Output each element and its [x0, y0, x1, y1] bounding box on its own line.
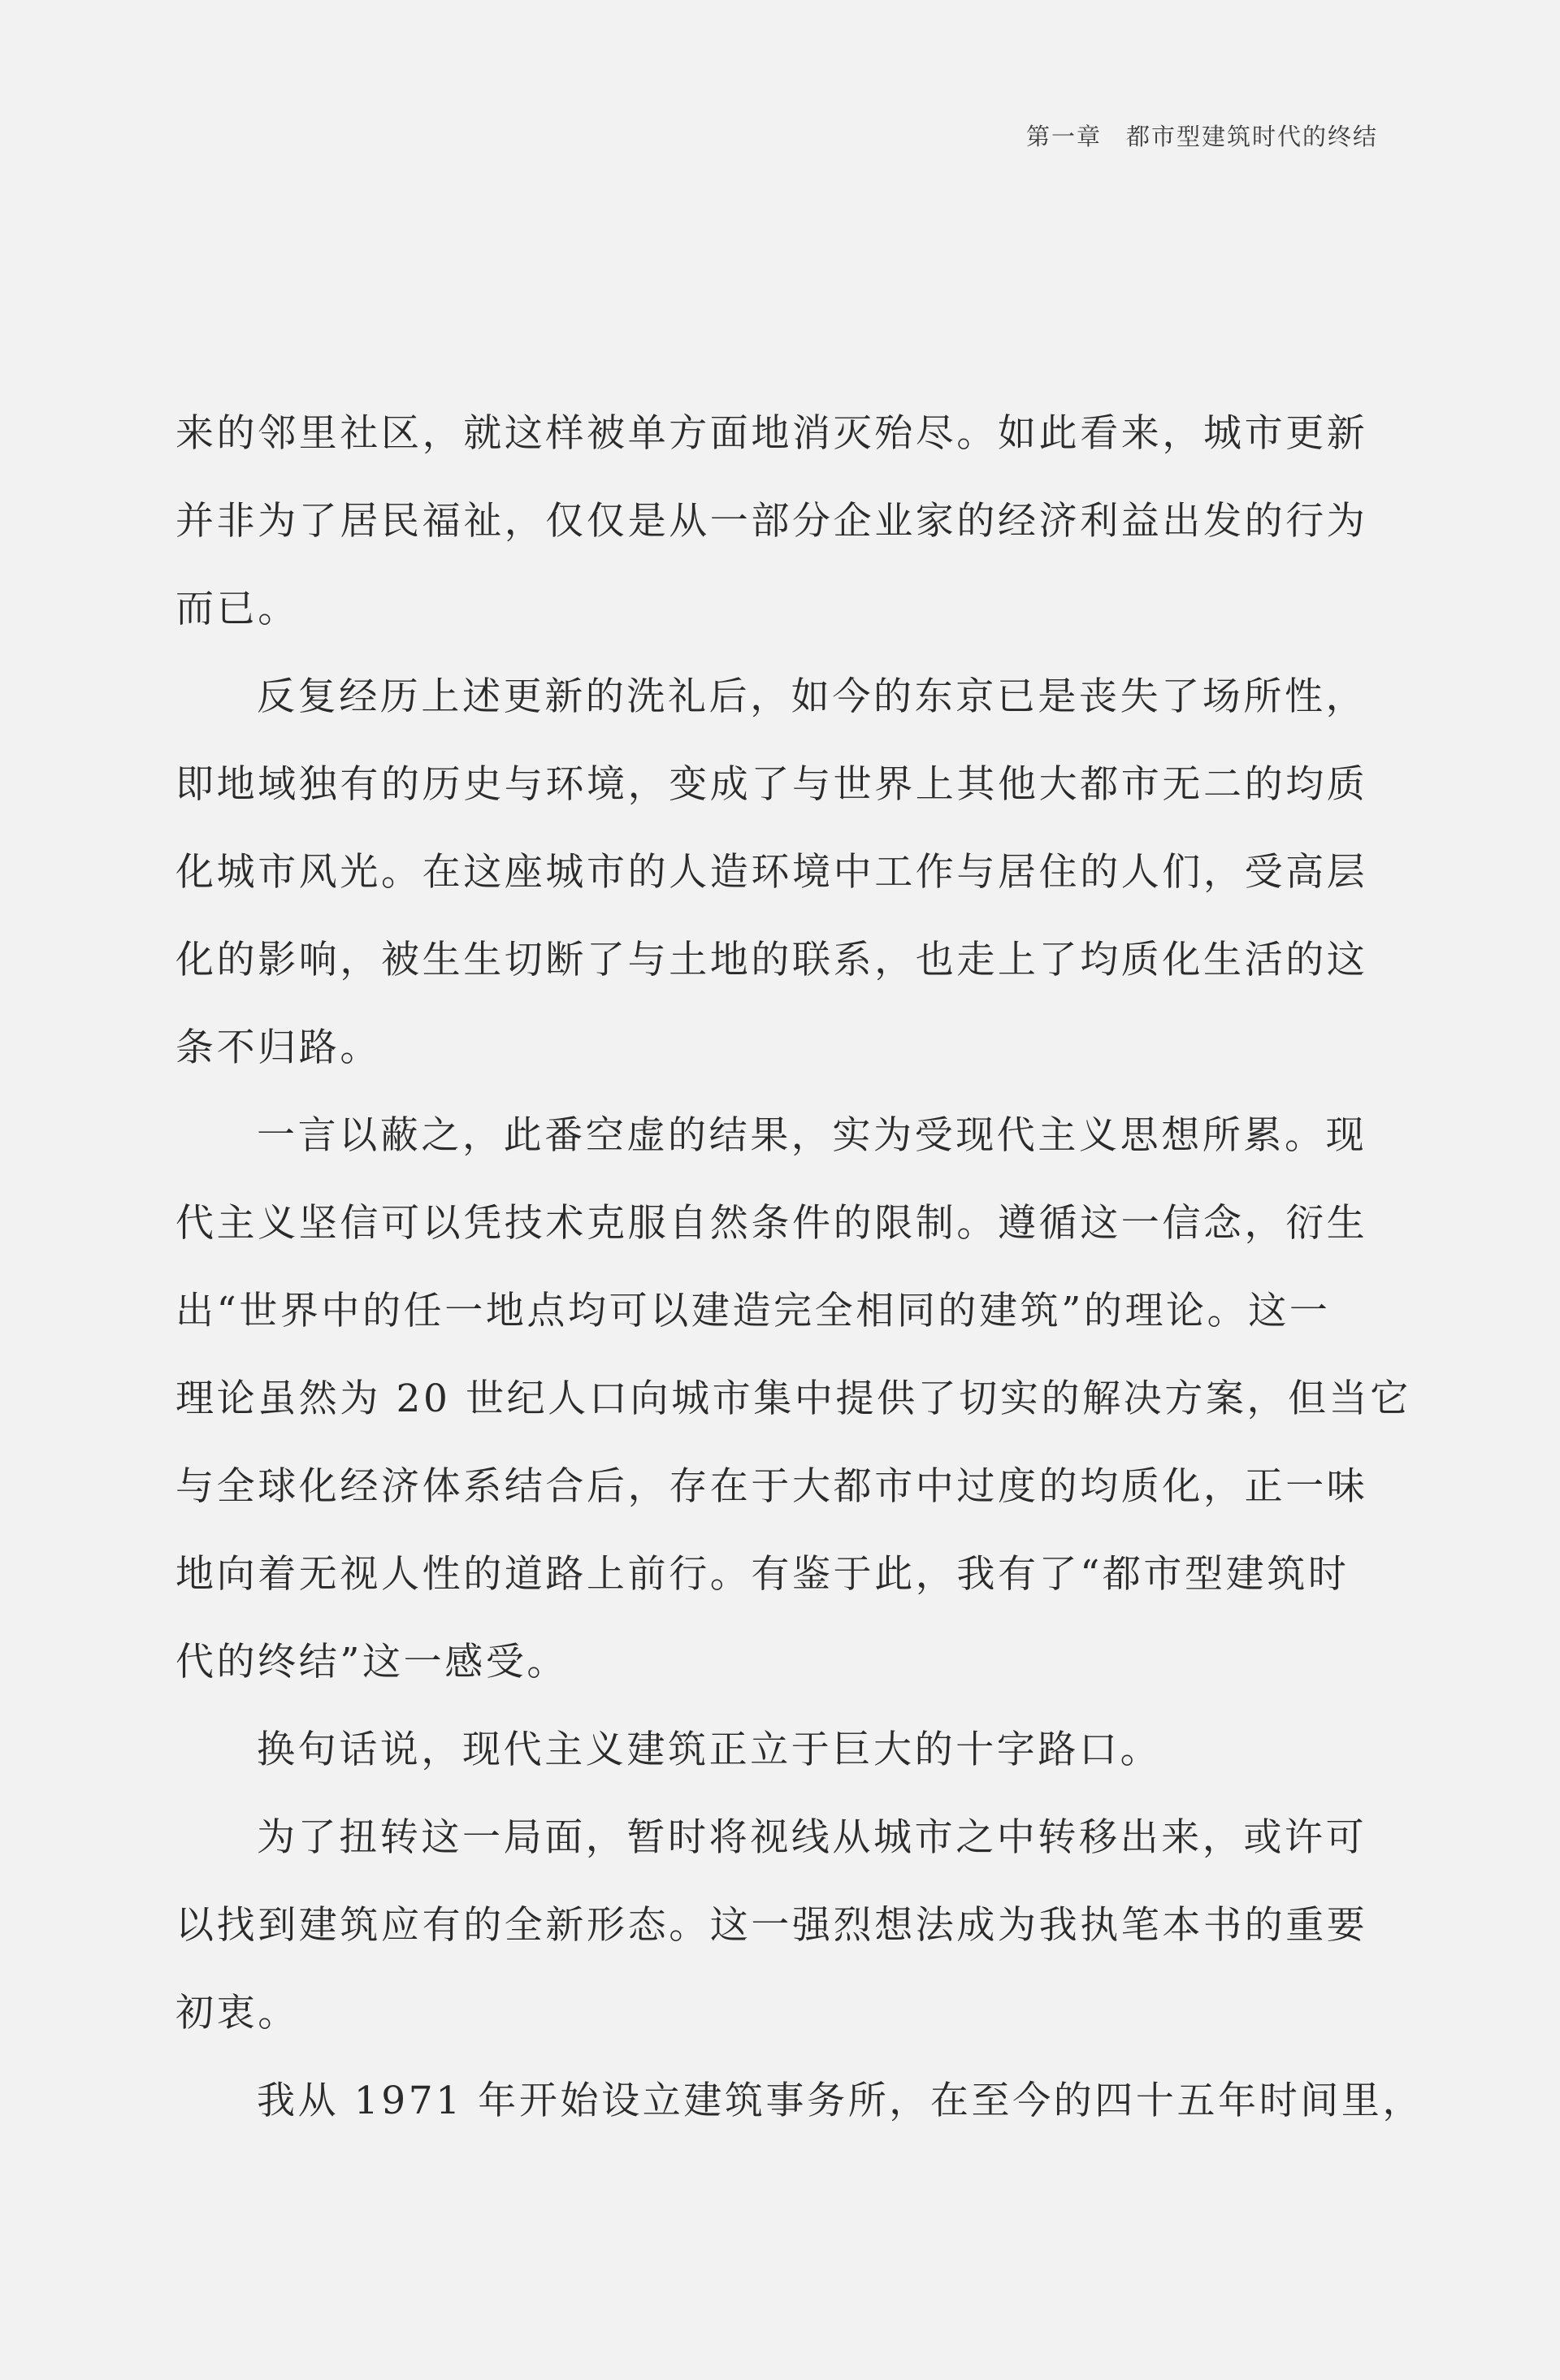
body-text [176, 390, 1424, 2145]
text-line: 为了扭转这一局面，暂时将视线从城市之中转移出来，或许可 [257, 1815, 1367, 1860]
text-line: 化城市风光。在这座城市的人造环境中工作与居住的人们，受高层 [176, 850, 1368, 895]
text-line: 代主义坚信可以凭技术克服自然条件的限制。遵循这一信念，衍生 [176, 1201, 1368, 1246]
running-header [1026, 119, 1378, 152]
text-line: 来的邻里社区，就这样被单方面地消灭殆尽。如此看来，城市更新 [176, 411, 1368, 456]
text-line: 化的影响，被生生切断了与土地的联系，也走上了均质化生活的这 [176, 938, 1368, 982]
text-line: 以找到建筑应有的全新形态。这一强烈想法成为我执笔本书的重要 [176, 1903, 1368, 1948]
text-line: 反复经历上述更新的洗礼后，如今的东京已是丧失了场所性， [257, 674, 1367, 719]
text-line: 我从 1971 年开始设立建筑事务所，在至今的四十五年时间里， [257, 2079, 1424, 2123]
text-line: 条不归路。 [176, 1025, 381, 1070]
text-line: 并非为了居民福祉，仅仅是从一部分企业家的经济利益出发的行为 [176, 499, 1368, 544]
text-line: 与全球化经济体系结合后，存在于大都市中过度的均质化，正一味 [176, 1464, 1368, 1509]
text-line: 代的终结”这一感受。 [176, 1640, 569, 1684]
chapter-number: 第一章 [1025, 123, 1102, 150]
text-line: 换句话说，现代主义建筑正立于巨大的十字路口。 [257, 1728, 1162, 1772]
text-line: 而已。 [176, 587, 299, 631]
text-line: 出“世界中的任一地点均可以建造完全相同的建筑”的理论。这一 [176, 1289, 1331, 1333]
text-line: 初衷。 [176, 1991, 299, 2035]
text-line: 一言以蔽之，此番空虚的结果，实为受现代主义思想所累。现 [257, 1113, 1367, 1158]
text-line: 地向着无视人性的道路上前行。有鉴于此，我有了“都市型建筑时 [176, 1552, 1350, 1597]
chapter-title: 都市型建筑时代的终结 [1125, 123, 1378, 150]
text-line: 理论虽然为 20 世纪人口向城市集中提供了切实的解决方案，但当它 [176, 1376, 1411, 1421]
text-line: 即地域独有的历史与环境，变成了与世界上其他大都市无二的均质 [176, 762, 1368, 807]
